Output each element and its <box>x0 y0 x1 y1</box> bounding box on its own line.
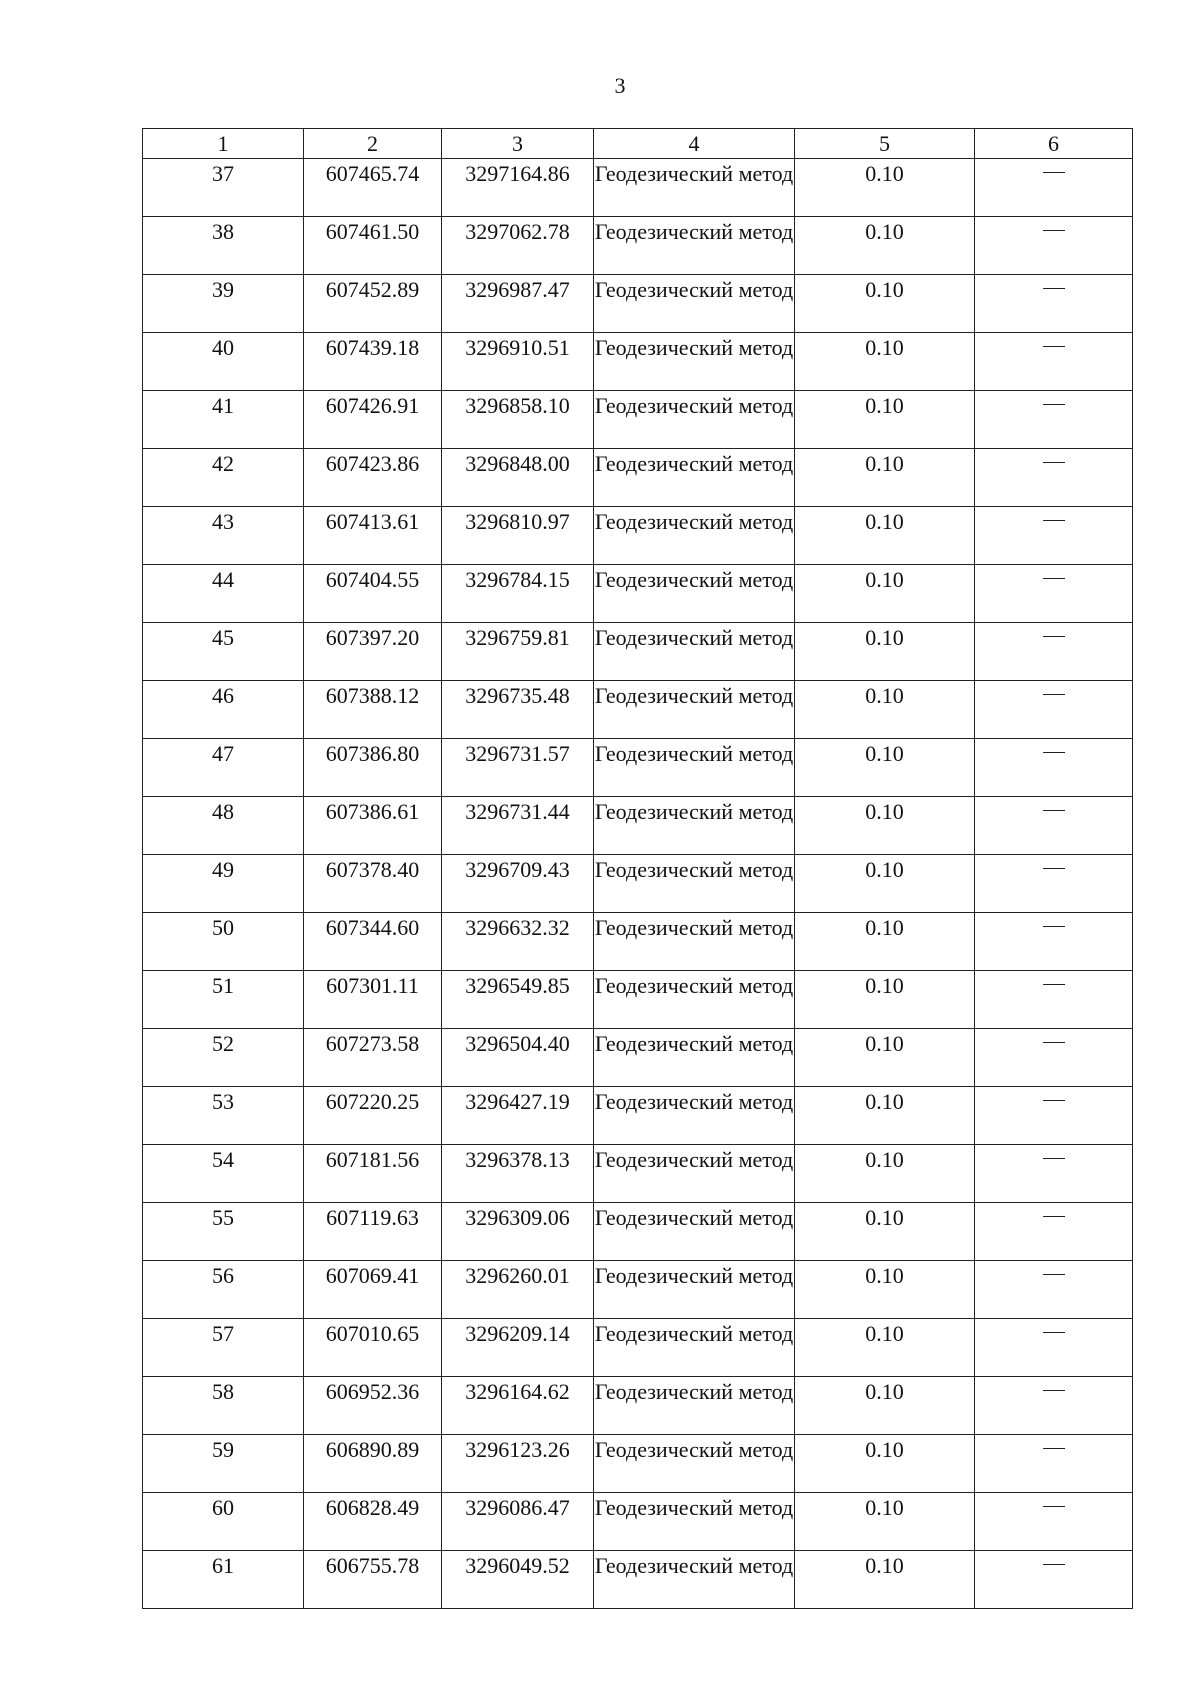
point-number-cell: 49 <box>143 855 304 913</box>
method-cell: Геодезический метод <box>594 507 795 565</box>
method-cell: Геодезический метод <box>594 797 795 855</box>
method-cell: Геодезический метод <box>594 739 795 797</box>
point-number-cell: 46 <box>143 681 304 739</box>
y-coordinate-cell: 3296910.51 <box>442 333 594 391</box>
page-number: 3 <box>614 73 626 98</box>
table-row <box>143 1203 1133 1261</box>
dash-mark <box>1043 752 1065 753</box>
x-coordinate-cell: 606890.89 <box>304 1435 442 1493</box>
x-coordinate-cell: 607426.91 <box>304 391 442 449</box>
table-row <box>143 739 1133 797</box>
x-coordinate-cell: 607181.56 <box>304 1145 442 1203</box>
point-number-cell: 43 <box>143 507 304 565</box>
note-cell <box>975 1203 1133 1261</box>
x-coordinate-cell: 607273.58 <box>304 1029 442 1087</box>
x-coordinate-cell: 607386.80 <box>304 739 442 797</box>
method-cell: Геодезический метод <box>594 1029 795 1087</box>
dash-mark <box>1043 810 1065 811</box>
accuracy-cell: 0.10 <box>795 971 975 1029</box>
method-cell: Геодезический метод <box>594 623 795 681</box>
accuracy-cell: 0.10 <box>795 1493 975 1551</box>
method-cell: Геодезический метод <box>594 1145 795 1203</box>
accuracy-cell: 0.10 <box>795 797 975 855</box>
dash-mark <box>1043 1564 1065 1565</box>
table-row <box>143 971 1133 1029</box>
table-header <box>143 129 1133 159</box>
note-cell <box>975 1551 1133 1609</box>
column-header-2: 2 <box>304 129 442 159</box>
y-coordinate-cell: 3296735.48 <box>442 681 594 739</box>
note-cell <box>975 391 1133 449</box>
table-row <box>143 1551 1133 1609</box>
note-cell <box>975 1493 1133 1551</box>
dash-mark <box>1043 984 1065 985</box>
note-cell <box>975 507 1133 565</box>
y-coordinate-cell: 3296260.01 <box>442 1261 594 1319</box>
y-coordinate-cell: 3296987.47 <box>442 275 594 333</box>
accuracy-cell: 0.10 <box>795 623 975 681</box>
accuracy-cell: 0.10 <box>795 681 975 739</box>
note-cell <box>975 565 1133 623</box>
accuracy-cell: 0.10 <box>795 449 975 507</box>
table-row <box>143 1377 1133 1435</box>
table-row <box>143 1145 1133 1203</box>
x-coordinate-cell: 607423.86 <box>304 449 442 507</box>
dash-mark <box>1043 462 1065 463</box>
point-number-cell: 56 <box>143 1261 304 1319</box>
point-number-cell: 47 <box>143 739 304 797</box>
x-coordinate-cell: 607386.61 <box>304 797 442 855</box>
accuracy-cell: 0.10 <box>795 1029 975 1087</box>
note-cell <box>975 333 1133 391</box>
table-row <box>143 1087 1133 1145</box>
point-number-cell: 50 <box>143 913 304 971</box>
point-number-cell: 40 <box>143 333 304 391</box>
y-coordinate-cell: 3296858.10 <box>442 391 594 449</box>
table-row <box>143 681 1133 739</box>
y-coordinate-cell: 3296709.43 <box>442 855 594 913</box>
x-coordinate-cell: 607465.74 <box>304 159 442 217</box>
point-number-cell: 52 <box>143 1029 304 1087</box>
method-cell: Геодезический метод <box>594 1203 795 1261</box>
accuracy-cell: 0.10 <box>795 1377 975 1435</box>
dash-mark <box>1043 1100 1065 1101</box>
dash-mark <box>1043 346 1065 347</box>
point-number-cell: 45 <box>143 623 304 681</box>
dash-mark <box>1043 1332 1065 1333</box>
method-cell: Геодезический метод <box>594 449 795 507</box>
dash-mark <box>1043 1042 1065 1043</box>
y-coordinate-cell: 3296123.26 <box>442 1435 594 1493</box>
dash-mark <box>1043 926 1065 927</box>
accuracy-cell: 0.10 <box>795 275 975 333</box>
point-number-cell: 41 <box>143 391 304 449</box>
method-cell: Геодезический метод <box>594 855 795 913</box>
table-row <box>143 391 1133 449</box>
y-coordinate-cell: 3296784.15 <box>442 565 594 623</box>
note-cell <box>975 1029 1133 1087</box>
table-row <box>143 1493 1133 1551</box>
y-coordinate-cell: 3296086.47 <box>442 1493 594 1551</box>
note-cell <box>975 1435 1133 1493</box>
dash-mark <box>1043 288 1065 289</box>
table-row <box>143 333 1133 391</box>
dash-mark <box>1043 1506 1065 1507</box>
point-number-cell: 55 <box>143 1203 304 1261</box>
x-coordinate-cell: 607413.61 <box>304 507 442 565</box>
table-row <box>143 797 1133 855</box>
dash-mark <box>1043 1448 1065 1449</box>
method-cell: Геодезический метод <box>594 1377 795 1435</box>
dash-mark <box>1043 172 1065 173</box>
dash-mark <box>1043 636 1065 637</box>
accuracy-cell: 0.10 <box>795 159 975 217</box>
accuracy-cell: 0.10 <box>795 391 975 449</box>
note-cell <box>975 159 1133 217</box>
accuracy-cell: 0.10 <box>795 1203 975 1261</box>
dash-mark <box>1043 1216 1065 1217</box>
y-coordinate-cell: 3296164.62 <box>442 1377 594 1435</box>
table-body <box>143 159 1133 1609</box>
note-cell <box>975 275 1133 333</box>
accuracy-cell: 0.10 <box>795 217 975 275</box>
note-cell <box>975 217 1133 275</box>
y-coordinate-cell: 3296848.00 <box>442 449 594 507</box>
y-coordinate-cell: 3296378.13 <box>442 1145 594 1203</box>
x-coordinate-cell: 607388.12 <box>304 681 442 739</box>
y-coordinate-cell: 3296504.40 <box>442 1029 594 1087</box>
method-cell: Геодезический метод <box>594 333 795 391</box>
method-cell: Геодезический метод <box>594 1435 795 1493</box>
method-cell: Геодезический метод <box>594 1087 795 1145</box>
note-cell <box>975 1319 1133 1377</box>
x-coordinate-cell: 607069.41 <box>304 1261 442 1319</box>
note-cell <box>975 681 1133 739</box>
dash-mark <box>1043 230 1065 231</box>
x-coordinate-cell: 606755.78 <box>304 1551 442 1609</box>
table-row <box>143 1261 1133 1319</box>
y-coordinate-cell: 3296759.81 <box>442 623 594 681</box>
method-cell: Геодезический метод <box>594 565 795 623</box>
point-number-cell: 37 <box>143 159 304 217</box>
note-cell <box>975 739 1133 797</box>
coordinates-table <box>142 128 1133 1609</box>
note-cell <box>975 855 1133 913</box>
header-row <box>143 129 1133 159</box>
note-cell <box>975 1261 1133 1319</box>
x-coordinate-cell: 607119.63 <box>304 1203 442 1261</box>
column-header-1: 1 <box>143 129 304 159</box>
table-row <box>143 623 1133 681</box>
point-number-cell: 38 <box>143 217 304 275</box>
point-number-cell: 59 <box>143 1435 304 1493</box>
note-cell <box>975 913 1133 971</box>
table-row <box>143 855 1133 913</box>
table-row <box>143 159 1133 217</box>
accuracy-cell: 0.10 <box>795 913 975 971</box>
note-cell <box>975 623 1133 681</box>
dash-mark <box>1043 520 1065 521</box>
note-cell <box>975 1145 1133 1203</box>
dash-mark <box>1043 1390 1065 1391</box>
note-cell <box>975 971 1133 1029</box>
x-coordinate-cell: 607344.60 <box>304 913 442 971</box>
table-row <box>143 275 1133 333</box>
x-coordinate-cell: 607220.25 <box>304 1087 442 1145</box>
x-coordinate-cell: 607301.11 <box>304 971 442 1029</box>
x-coordinate-cell: 607010.65 <box>304 1319 442 1377</box>
point-number-cell: 42 <box>143 449 304 507</box>
point-number-cell: 61 <box>143 1551 304 1609</box>
accuracy-cell: 0.10 <box>795 1551 975 1609</box>
y-coordinate-cell: 3296731.44 <box>442 797 594 855</box>
point-number-cell: 44 <box>143 565 304 623</box>
x-coordinate-cell: 606952.36 <box>304 1377 442 1435</box>
point-number-cell: 53 <box>143 1087 304 1145</box>
x-coordinate-cell: 607378.40 <box>304 855 442 913</box>
accuracy-cell: 0.10 <box>795 507 975 565</box>
accuracy-cell: 0.10 <box>795 1261 975 1319</box>
method-cell: Геодезический метод <box>594 217 795 275</box>
table-row <box>143 449 1133 507</box>
method-cell: Геодезический метод <box>594 913 795 971</box>
dash-mark <box>1043 868 1065 869</box>
method-cell: Геодезический метод <box>594 159 795 217</box>
column-header-3: 3 <box>442 129 594 159</box>
method-cell: Геодезический метод <box>594 1551 795 1609</box>
column-header-5: 5 <box>795 129 975 159</box>
dash-mark <box>1043 1158 1065 1159</box>
table-row <box>143 913 1133 971</box>
y-coordinate-cell: 3296731.57 <box>442 739 594 797</box>
dash-mark <box>1043 1274 1065 1275</box>
note-cell <box>975 1087 1133 1145</box>
table-row <box>143 507 1133 565</box>
method-cell: Геодезический метод <box>594 275 795 333</box>
accuracy-cell: 0.10 <box>795 1319 975 1377</box>
x-coordinate-cell: 607452.89 <box>304 275 442 333</box>
method-cell: Геодезический метод <box>594 681 795 739</box>
accuracy-cell: 0.10 <box>795 855 975 913</box>
accuracy-cell: 0.10 <box>795 333 975 391</box>
table-row <box>143 565 1133 623</box>
dash-mark <box>1043 404 1065 405</box>
x-coordinate-cell: 606828.49 <box>304 1493 442 1551</box>
method-cell: Геодезический метод <box>594 971 795 1029</box>
accuracy-cell: 0.10 <box>795 1145 975 1203</box>
point-number-cell: 39 <box>143 275 304 333</box>
x-coordinate-cell: 607404.55 <box>304 565 442 623</box>
method-cell: Геодезический метод <box>594 1261 795 1319</box>
y-coordinate-cell: 3296049.52 <box>442 1551 594 1609</box>
point-number-cell: 58 <box>143 1377 304 1435</box>
table-row <box>143 1029 1133 1087</box>
y-coordinate-cell: 3296309.06 <box>442 1203 594 1261</box>
column-header-4: 4 <box>594 129 795 159</box>
point-number-cell: 48 <box>143 797 304 855</box>
accuracy-cell: 0.10 <box>795 739 975 797</box>
accuracy-cell: 0.10 <box>795 1435 975 1493</box>
accuracy-cell: 0.10 <box>795 1087 975 1145</box>
method-cell: Геодезический метод <box>594 1319 795 1377</box>
x-coordinate-cell: 607397.20 <box>304 623 442 681</box>
column-header-6: 6 <box>975 129 1133 159</box>
table-row <box>143 1435 1133 1493</box>
y-coordinate-cell: 3296632.32 <box>442 913 594 971</box>
x-coordinate-cell: 607461.50 <box>304 217 442 275</box>
point-number-cell: 54 <box>143 1145 304 1203</box>
method-cell: Геодезический метод <box>594 1493 795 1551</box>
x-coordinate-cell: 607439.18 <box>304 333 442 391</box>
y-coordinate-cell: 3296810.97 <box>442 507 594 565</box>
dash-mark <box>1043 694 1065 695</box>
note-cell <box>975 797 1133 855</box>
y-coordinate-cell: 3296549.85 <box>442 971 594 1029</box>
y-coordinate-cell: 3296209.14 <box>442 1319 594 1377</box>
y-coordinate-cell: 3297062.78 <box>442 217 594 275</box>
method-cell: Геодезический метод <box>594 391 795 449</box>
note-cell <box>975 1377 1133 1435</box>
note-cell <box>975 449 1133 507</box>
point-number-cell: 60 <box>143 1493 304 1551</box>
table-row <box>143 217 1133 275</box>
accuracy-cell: 0.10 <box>795 565 975 623</box>
point-number-cell: 51 <box>143 971 304 1029</box>
table-row <box>143 1319 1133 1377</box>
dash-mark <box>1043 578 1065 579</box>
y-coordinate-cell: 3296427.19 <box>442 1087 594 1145</box>
point-number-cell: 57 <box>143 1319 304 1377</box>
y-coordinate-cell: 3297164.86 <box>442 159 594 217</box>
